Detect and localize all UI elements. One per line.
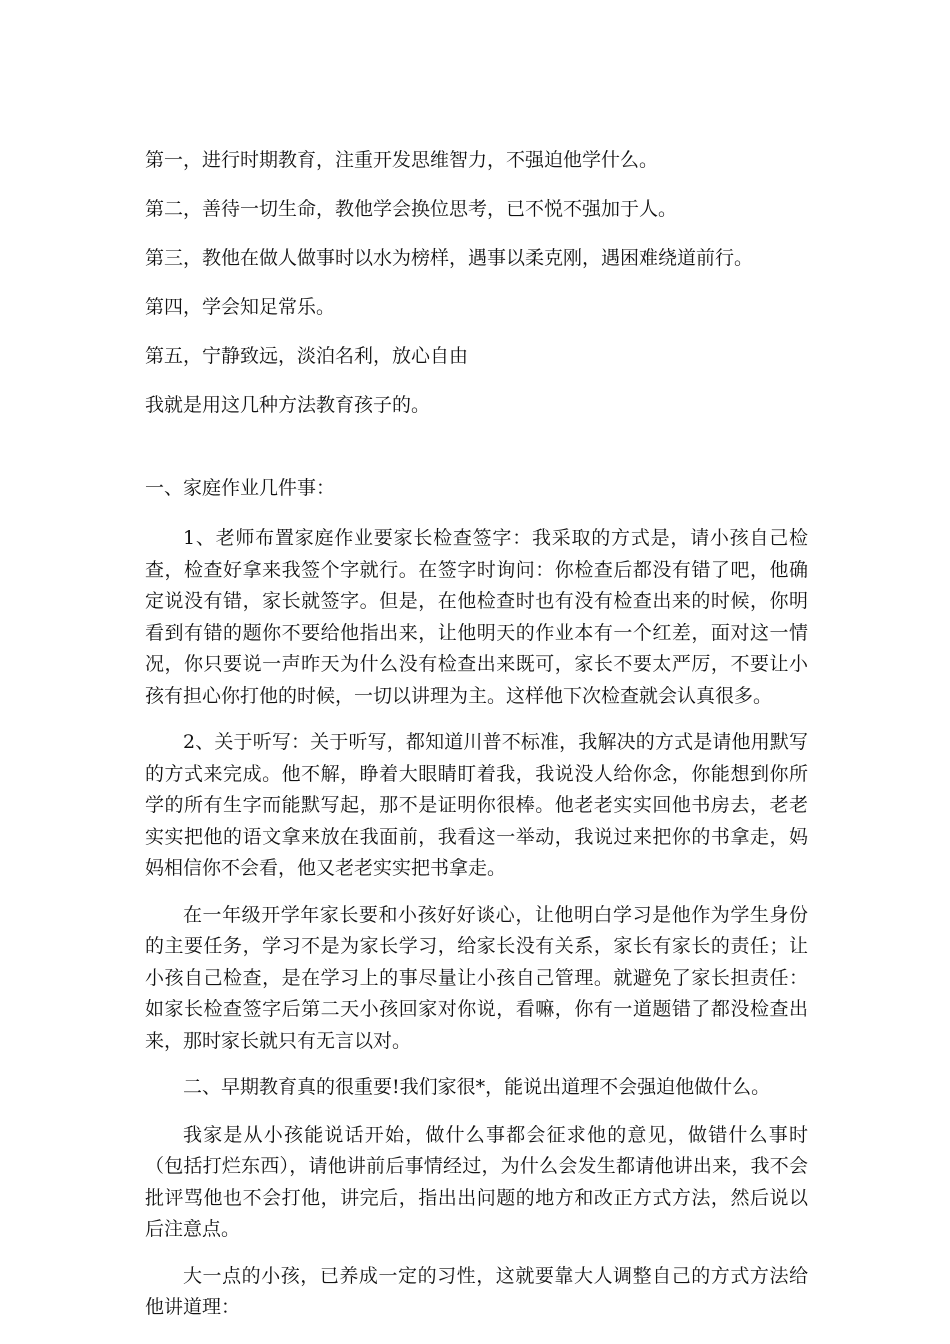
paragraph-first-grade: 在一年级开学年家长要和小孩好好谈心，让他明白学习是他作为学生身份的主要任务，学习不是为家长学习，给家长没有关系，家长有家长的责任；让小孩自己检查，是在学习上的事尽量让小孩自己管理。就避免了家长担责任：如家长检查签字后第二天小孩回家对你说，看嘛，你有一道题错了都没检查出来，那时家长就只有无言以对。 bbox=[145, 903, 808, 1052]
section-heading-homework: 一、家庭作业几件事： bbox=[145, 477, 336, 499]
paragraph-homework-signature: 1、老师布置家庭作业要家长检查签字：我采取的方式是，请小孩自己检查，检查好拿来我签个字就行。在签字时询问：你检查后都没有错了吧，他确定说没有错，家长就签字。但是，在他检查时也有没有检查出来的时候，你明看到有错的题你不要给他指出来，让他明天的作业本有一个红差，面对这一情况，你只要说一声昨天为什么没有检查出来既可，家长不要太严厉，不要让小孩有担心你打他的时候，一切以讲理为主。这样他下次检查就会认真很多。 bbox=[145, 527, 808, 707]
method-3: 第三，教他在做人做事时以水为榜样，遇事以柔克刚，遇困难绕道前行。 bbox=[145, 247, 754, 269]
paragraph-dictation: 2、关于听写：关于听写，都知道川普不标准，我解决的方式是请他用默写的方式来完成。他不解，睁着大眼睛盯着我，我说没人给你念，你能想到你所学的所有生字而能默写起，那不是证明你很棒。他老老实实回他书房去，老老实实把他的语文拿来放在我面前，我看这一举动，我说过来把你的书拿走，妈妈相信你不会看，他又老老实实把书拿走。 bbox=[145, 731, 808, 879]
method-5: 第五，宁静致远，淡泊名利，放心自由 bbox=[145, 345, 469, 367]
document-body bbox=[145, 143, 808, 1339]
section-heading-early-education: 二、早期教育真的很重要!我们家很*，能说出道理不会强迫他做什么。 bbox=[183, 1076, 771, 1098]
method-2: 第二，善待一切生命，教他学会换位思考，已不悦不强加于人。 bbox=[145, 198, 678, 220]
paragraph-early-talk: 我家是从小孩能说话开始，做什么事都会征求他的意见，做错什么事时（包括打烂东西），请他讲前后事情经过，为什么会发生都请他讲出来，我不会批评骂他也不会打他，讲完后，指出出问题的地方和改正方式方法，然后说以后注意点。 bbox=[145, 1123, 808, 1240]
method-1: 第一，进行时期教育，注重开发思维智力，不强迫他学什么。 bbox=[145, 149, 659, 171]
method-4: 第四，学会知足常乐。 bbox=[145, 296, 336, 318]
methods-summary: 我就是用这几种方法教育孩子的。 bbox=[145, 394, 431, 416]
paragraph-older-child: 大一点的小孩，已养成一定的习性，这就要靠大人调整自己的方式方法给他讲道理： bbox=[145, 1264, 808, 1318]
